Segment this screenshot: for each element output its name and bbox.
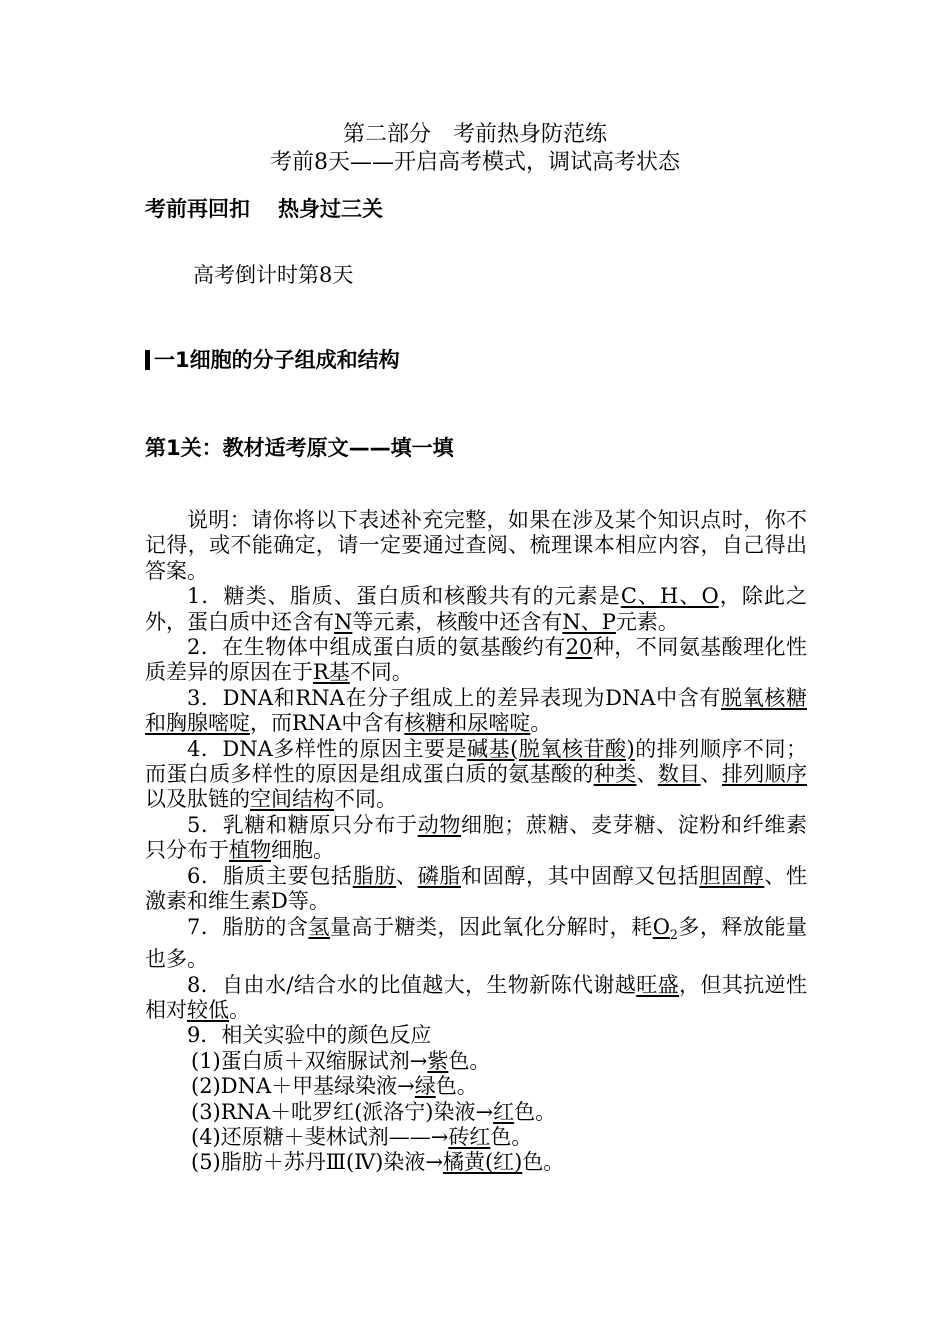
answer-blank: 脱氧核糖和胸腺嘧啶 bbox=[145, 685, 808, 736]
pass-heading: 第1关：教材适考原文——填一填 bbox=[145, 436, 454, 460]
answer-blank: 旺盛 bbox=[636, 972, 680, 997]
answer-blank: C、H、O bbox=[620, 584, 719, 609]
item-text: 5．乳糖和糖原只分布于 bbox=[187, 812, 418, 837]
answer-blank: 碱基(脱氧核苷酸) bbox=[467, 736, 635, 761]
item-text: (3)RNA＋吡罗红(派洛宁)染液→ bbox=[191, 1099, 494, 1124]
item-text: (2)DNA＋甲基绿染液→ bbox=[191, 1074, 415, 1099]
item-text: 细胞；蔗糖、麦芽糖、淀粉和纤维素只分布于 bbox=[145, 812, 808, 863]
item-text: 色。 bbox=[522, 1150, 565, 1175]
item-3 bbox=[145, 686, 807, 737]
answer-blank: N bbox=[334, 609, 353, 634]
item-text: 量高于糖类，因此氧化分解时，耗 bbox=[329, 914, 653, 939]
item-6 bbox=[145, 864, 807, 915]
sub-item-2 bbox=[145, 1074, 807, 1099]
item-text: (1)蛋白质＋双缩脲试剂→ bbox=[191, 1048, 428, 1073]
page-subtitle: 考前8天——开启高考模式，调试高考状态 bbox=[270, 150, 680, 175]
instruction-lead: 说明： bbox=[187, 508, 252, 532]
item-9: 9．相关实验中的颜色反应 bbox=[187, 1023, 432, 1048]
item-text: 2．在生物体中组成蛋白质的氨基酸约有 bbox=[187, 635, 566, 660]
item-7 bbox=[145, 915, 807, 973]
formula-symbol: O bbox=[652, 914, 670, 939]
item-5 bbox=[145, 813, 807, 864]
answer-blank: 橘黄(红) bbox=[442, 1150, 523, 1175]
item-4 bbox=[145, 737, 807, 813]
item-text: 种，不同氨基酸理化性质差异的原因在于 bbox=[145, 635, 807, 685]
answer-blank: N、P bbox=[562, 609, 616, 634]
answer-blank: 脂肪 bbox=[352, 863, 397, 888]
item-text: 8．自由水/结合水的比值越大，生物新陈代谢越 bbox=[187, 972, 637, 997]
answer-blank bbox=[652, 914, 678, 942]
answer-blank: 数目 bbox=[657, 762, 701, 787]
answer-blank: 种类 bbox=[593, 762, 637, 787]
item-text: 6．脂质主要包括 bbox=[187, 863, 353, 888]
answer-blank: 较低 bbox=[187, 997, 229, 1022]
item-2 bbox=[145, 635, 807, 686]
answer-blank: 排列顺序 bbox=[721, 762, 808, 787]
item-text: ，但其抗逆性相对 bbox=[145, 972, 808, 1022]
item-text: 、 bbox=[396, 863, 418, 888]
answer-blank: 砖红 bbox=[448, 1124, 491, 1149]
answer-blank: 胆固醇 bbox=[699, 863, 765, 888]
sub-item-1 bbox=[145, 1049, 807, 1074]
answer-blank: 20 bbox=[565, 635, 593, 660]
item-text: (5)脂肪＋苏丹Ⅲ(Ⅳ)染液→ bbox=[191, 1150, 443, 1175]
item-text: 、性激素和维生素D等。 bbox=[145, 863, 808, 914]
document-body bbox=[145, 508, 807, 1176]
sub-item-3 bbox=[145, 1100, 807, 1125]
item-text: 。 bbox=[229, 997, 250, 1022]
answer-blank: 紫 bbox=[427, 1048, 449, 1073]
chapter-heading bbox=[145, 345, 400, 375]
item-text: 、 bbox=[700, 762, 722, 787]
item-text: 等元素，核酸中还含有 bbox=[352, 609, 563, 634]
item-8 bbox=[145, 973, 807, 1024]
sub-item-4 bbox=[145, 1125, 807, 1150]
item-text: 3．DNA和RNA在分子组成上的差异表现为DNA中含有 bbox=[187, 685, 722, 710]
item-text: 不同。 bbox=[349, 660, 413, 685]
item-1 bbox=[145, 584, 807, 635]
sub-item-5 bbox=[145, 1150, 807, 1175]
instruction-text: 请你将以下表述补充完整，如果在涉及某个知识点时，你不记得，或不能确定，请一定要通过查阅、梳理课本相应内容，自己得出答案。 bbox=[145, 508, 808, 583]
item-text: 、 bbox=[636, 762, 658, 787]
item-text: (4)还原糖＋斐林试剂——→ bbox=[191, 1124, 449, 1149]
answer-blank: 核糖和尿嘧啶 bbox=[404, 711, 531, 736]
chapter-bar-icon bbox=[145, 350, 150, 370]
item-text: 细胞。 bbox=[271, 838, 334, 863]
part-title: 第二部分 考前热身防范练 bbox=[342, 122, 607, 147]
answer-blank: 氢 bbox=[308, 914, 330, 939]
item-text: ，除此之外，蛋白质中还含有 bbox=[145, 584, 807, 634]
answer-blank: 红 bbox=[493, 1099, 515, 1124]
answer-blank: 植物 bbox=[229, 838, 271, 863]
section-title-b: 热身过三关 bbox=[278, 197, 383, 221]
item-text: 4．DNA多样性的原因主要是 bbox=[187, 736, 468, 761]
item-text: ，而RNA中含有 bbox=[250, 711, 405, 736]
item-text: 以及肽链的 bbox=[145, 787, 250, 812]
item-text: 色。 bbox=[435, 1074, 478, 1099]
item-text: 1．糖类、脂质、蛋白质和核酸共有的元素是 bbox=[187, 584, 621, 609]
answer-blank: 空间结构 bbox=[250, 787, 334, 812]
formula-subscript: 2 bbox=[669, 926, 678, 942]
item-text: 元素。 bbox=[615, 609, 679, 634]
section-heading bbox=[145, 194, 383, 224]
answer-blank: 绿 bbox=[414, 1074, 436, 1099]
item-text: 色。 bbox=[490, 1124, 533, 1149]
item-text: 7．脂肪的含 bbox=[187, 914, 309, 939]
answer-blank: 磷脂 bbox=[417, 863, 462, 888]
item-text: 和固醇，其中固醇又包括 bbox=[461, 863, 700, 888]
item-text: 多，释放能量也多。 bbox=[145, 914, 808, 972]
countdown-label: 高考倒计时第8天 bbox=[193, 263, 354, 287]
answer-blank: 动物 bbox=[417, 812, 462, 837]
item-text: 色。 bbox=[514, 1099, 557, 1124]
instruction-paragraph bbox=[145, 508, 807, 584]
item-text: 。 bbox=[530, 711, 552, 736]
item-text: 不同。 bbox=[334, 787, 397, 812]
item-text: 色。 bbox=[448, 1048, 491, 1073]
item-text: 的排列顺序不同；而蛋白质多样性的原因是组成蛋白质的氨基酸的 bbox=[145, 736, 807, 787]
section-title-a: 考前再回扣 bbox=[145, 197, 250, 221]
answer-blank: R基 bbox=[313, 660, 350, 685]
chapter-title: 一1细胞的分子组成和结构 bbox=[154, 348, 400, 372]
